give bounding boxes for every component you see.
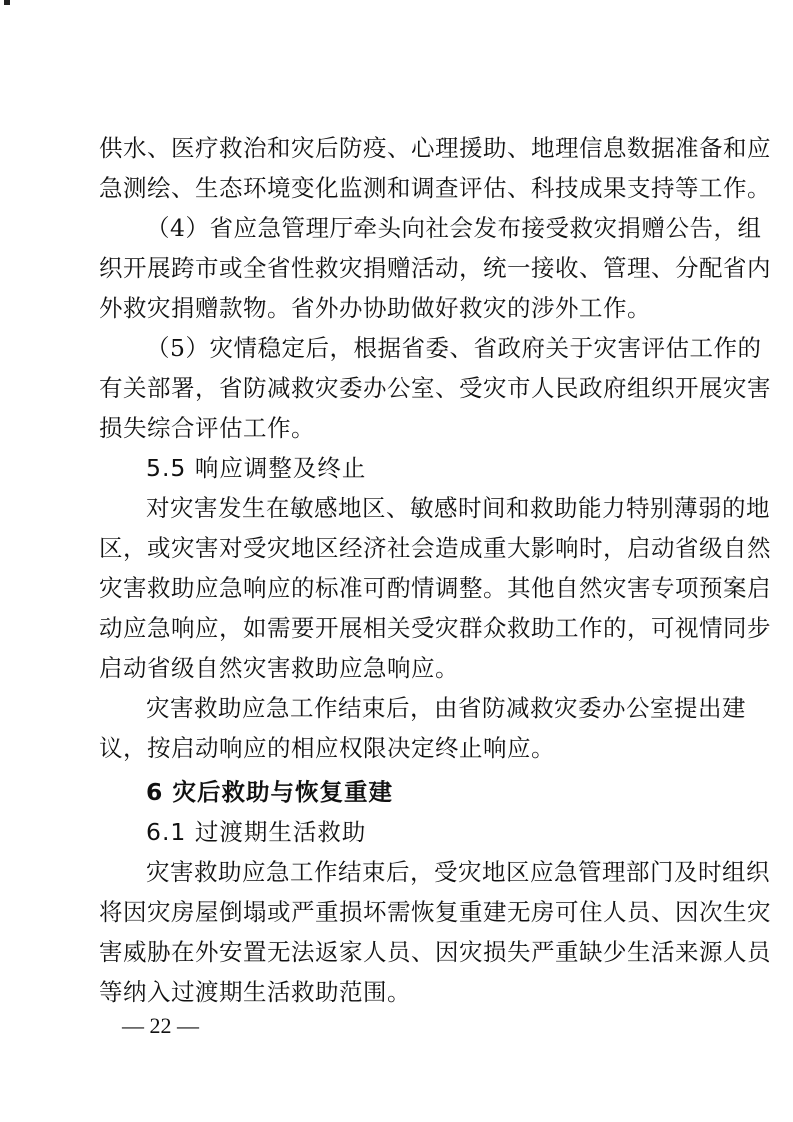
paragraph-5-start: （5）灾情稳定后，根据省委、省政府关于灾害评估工作的 xyxy=(146,334,762,362)
section-heading-6-1: 6.1 过渡期生活救助 xyxy=(146,818,367,846)
body-line: 将因灾房屋倒塌或严重损坏需恢复重建无房可住人员、因次生灾 xyxy=(99,898,771,926)
body-line: 灾害救助应急工作结束后，由省防减救灾委办公室提出建 xyxy=(146,694,746,722)
body-line: 动应急响应，如需要开展相关受灾群众救助工作的，可视情同步 xyxy=(99,614,771,642)
body-line: 外救灾捐赠款物。省外办协助做好救灾的涉外工作。 xyxy=(99,294,651,322)
document-body xyxy=(99,128,771,1012)
body-line: 等纳入过渡期生活救助范围。 xyxy=(99,978,411,1006)
body-line: 区，或灾害对受灾地区经济社会造成重大影响时，启动省级自然 xyxy=(99,534,771,562)
page-number: — 22 — xyxy=(122,1013,199,1038)
body-line: 灾害救助应急工作结束后，受灾地区应急管理部门及时组织 xyxy=(146,858,770,886)
paragraph-4-start: （4）省应急管理厅牵头向社会发布接受救灾捐赠公告，组 xyxy=(146,214,762,242)
scan-corner-mark xyxy=(4,0,10,5)
body-line: 有关部署，省防减救灾委办公室、受灾市人民政府组织开展灾害 xyxy=(99,374,771,402)
section-heading-5-5: 5.5 响应调整及终止 xyxy=(146,454,367,482)
body-line: 供水、医疗救治和灾后防疫、心理援助、地理信息数据准备和应 xyxy=(99,134,771,162)
section-heading-6: 6 灾后救助与恢复重建 xyxy=(146,778,394,806)
body-line: 织开展跨市或全省性救灾捐赠活动，统一接收、管理、分配省内 xyxy=(99,254,771,282)
body-line: 启动省级自然灾害救助应急响应。 xyxy=(99,654,459,682)
body-line: 急测绘、生态环境变化监测和调查评估、科技成果支持等工作。 xyxy=(99,174,771,202)
body-line: 害威胁在外安置无法返家人员、因灾损失严重缺少生活来源人员 xyxy=(99,938,771,966)
body-line: 损失综合评估工作。 xyxy=(99,414,315,442)
body-line: 灾害救助应急响应的标准可酌情调整。其他自然灾害专项预案启 xyxy=(99,574,771,602)
body-line: 对灾害发生在敏感地区、敏感时间和救助能力特别薄弱的地 xyxy=(146,494,770,522)
body-line: 议，按启动响应的相应权限决定终止响应。 xyxy=(99,734,555,762)
